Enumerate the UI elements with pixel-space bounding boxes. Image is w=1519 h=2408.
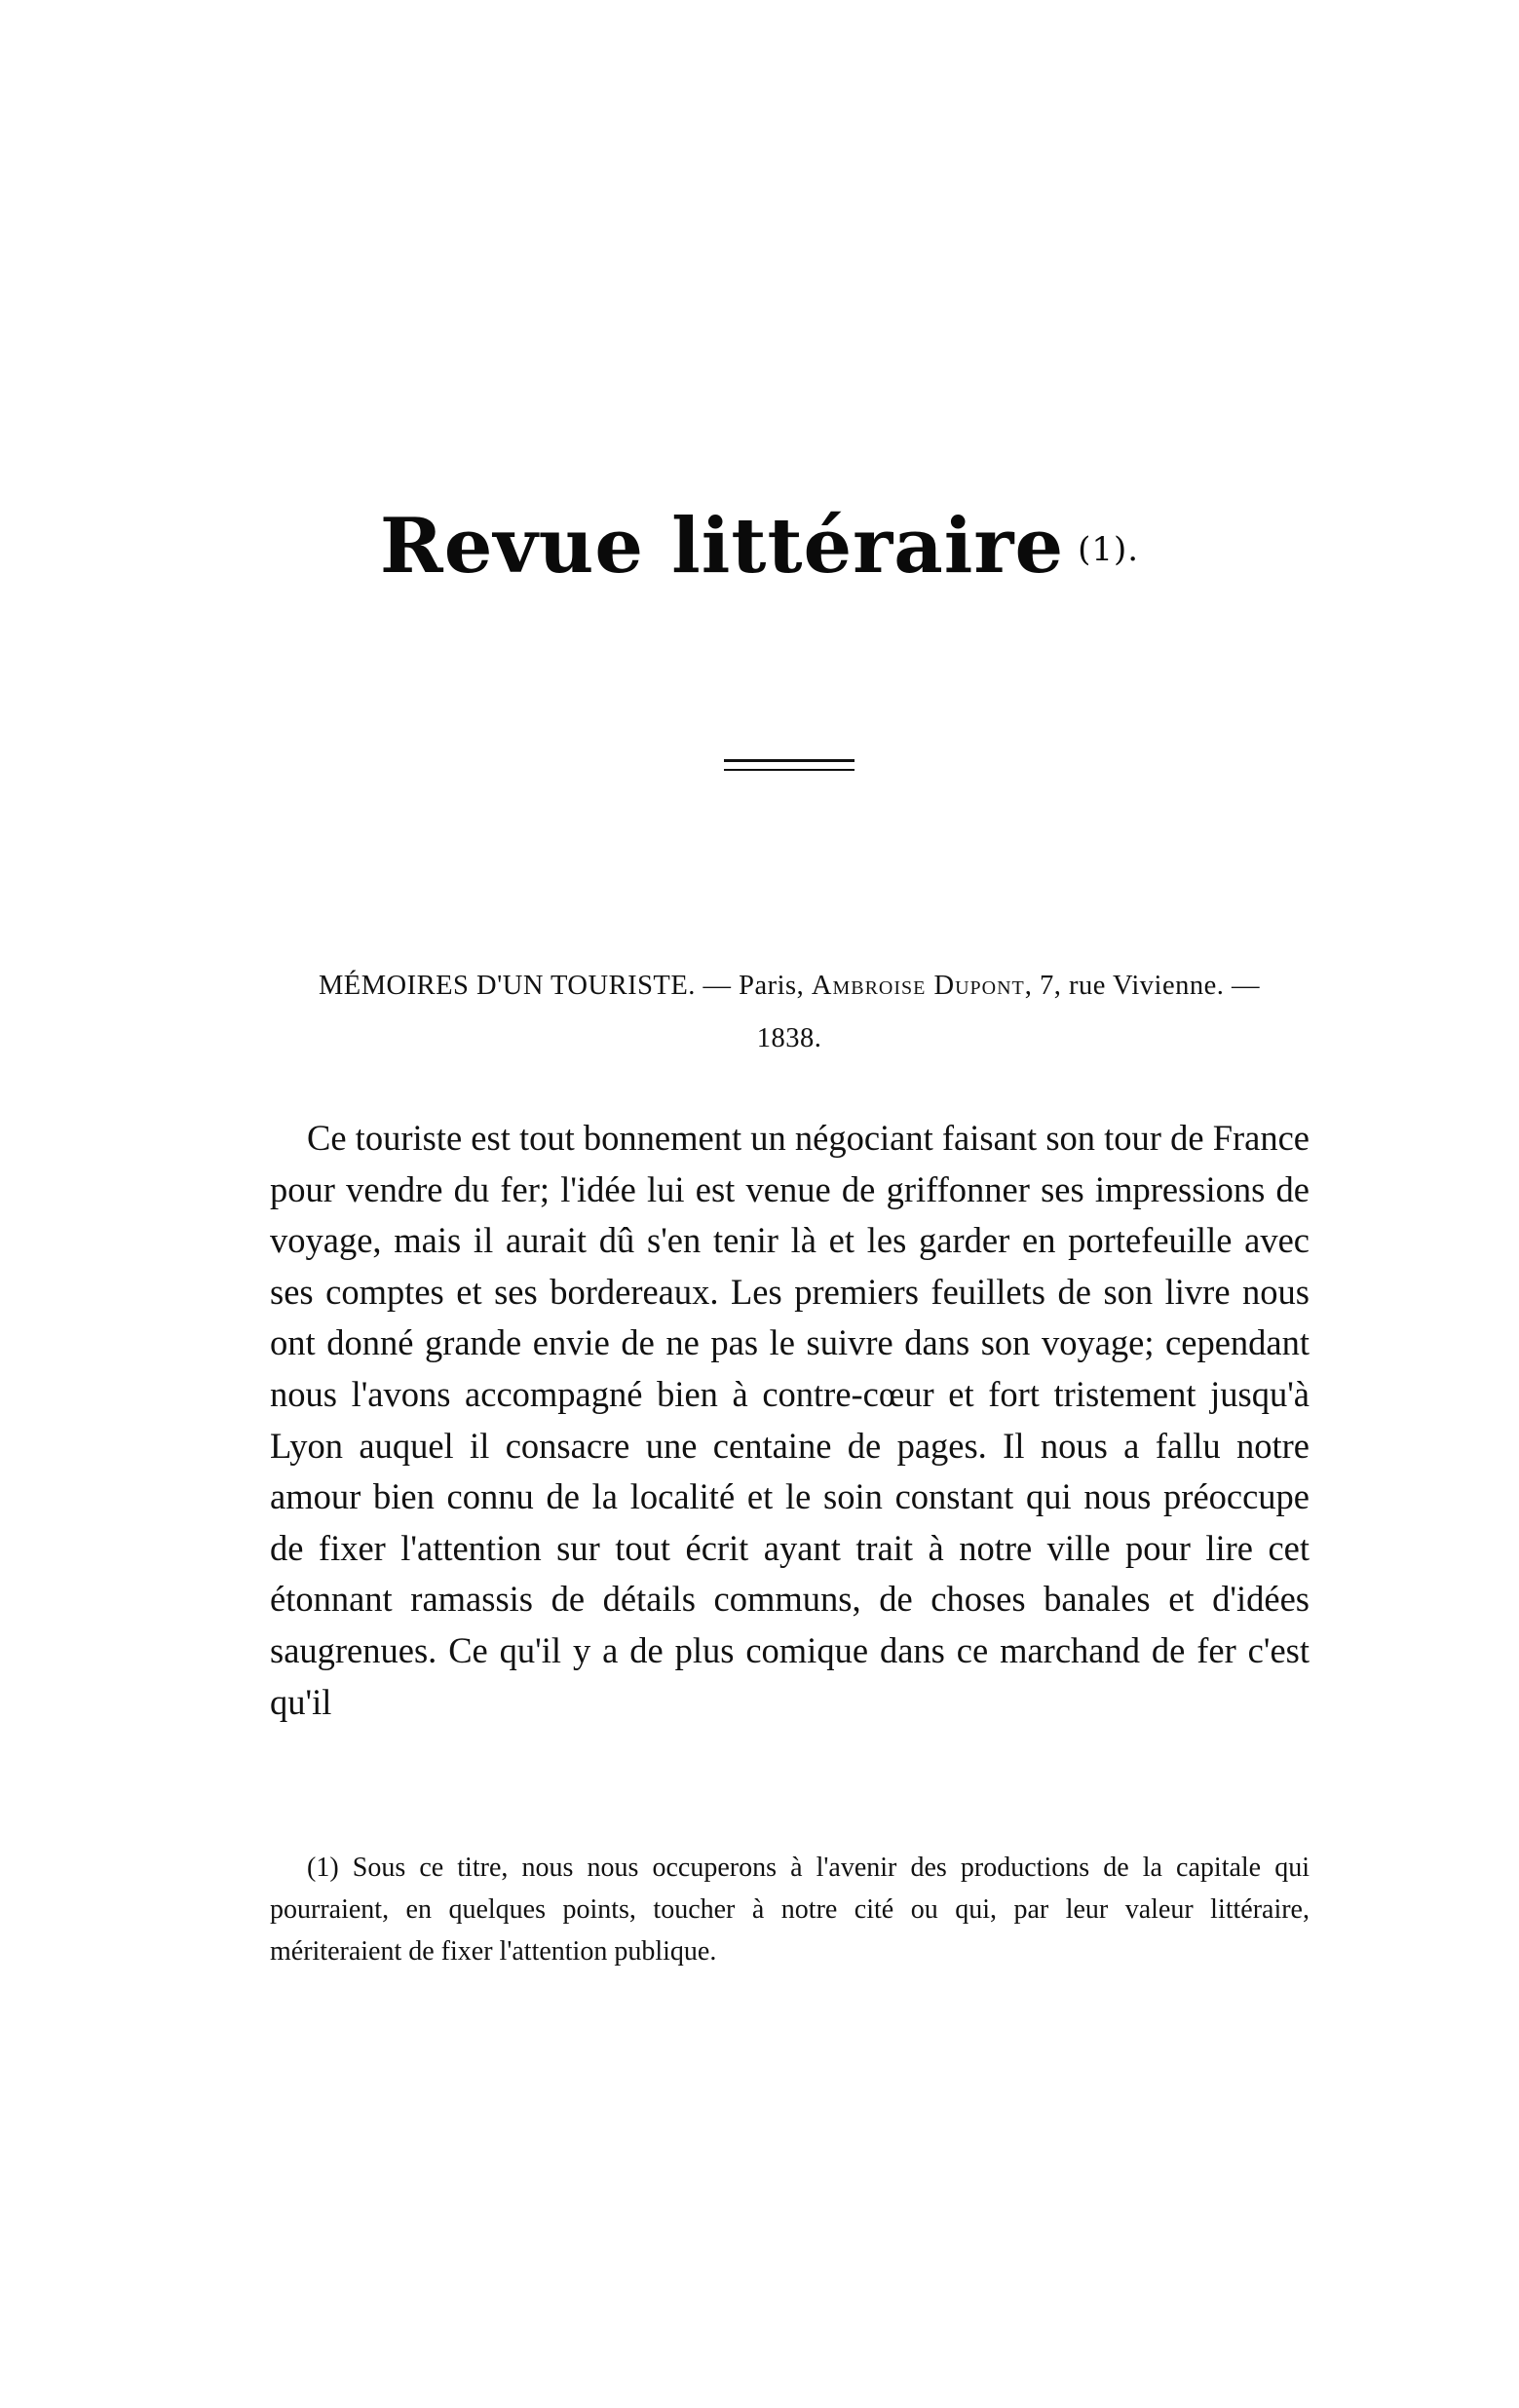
title-text: Revue littéraire: [379, 502, 1065, 591]
citation-separator: —: [695, 971, 740, 1001]
book-title: MÉMOIRES D'UN TOURISTE.: [318, 971, 696, 1001]
title-rule-bottom: [724, 769, 854, 771]
title-rule-top: [724, 759, 854, 762]
body-paragraph: Ce touriste est tout bonnement un négociant faisant son tour de France pour vendre du fer; l'idée lui est venue de griffonner ses impressions de voyage, mais il aurait dû s'en tenir là et les garder en portefeuille avec ses comptes et ses bordereaux. Les premiers feuillets de son livre nous ont donné grande envie de ne pas le suivre dans son voyage; cependant nous l'avons accompagné bien à contre-cœur et fort tristement jusqu'à Lyon auquel il consacre une centaine de pages. Il nous a fallu notre amour bien connu de la localité et le soin constant qui nous préoccupe de fixer l'attention sur tout écrit ayant trait à notre ville pour lire cet étonnant ramassis de détails communs, de choses banales et d'idées saugrenues. Ce qu'il y a de plus comique dans ce marchand de fer c'est qu'il: [270, 1118, 1310, 1722]
publisher-address: , 7, rue Vivienne.: [1024, 971, 1225, 1001]
book-citation: [263, 960, 1315, 1065]
footnote: (1) Sous ce titre, nous nous occuperons à l'avenir des productions de la capitale qui pourraient, en quelques points, toucher à notre cité ou qui, par leur valeur littéraire, mériteraient de fixer l'attention publique.: [270, 1853, 1310, 1967]
page-title: [0, 502, 1519, 591]
citation-separator-end: —: [1224, 971, 1261, 1001]
publication-city: Paris,: [739, 971, 805, 1001]
publication-year: 1838.: [756, 1023, 822, 1053]
title-footnote-ref: (1).: [1078, 530, 1140, 570]
publisher-name: Ambroise Dupont: [811, 971, 1025, 1001]
